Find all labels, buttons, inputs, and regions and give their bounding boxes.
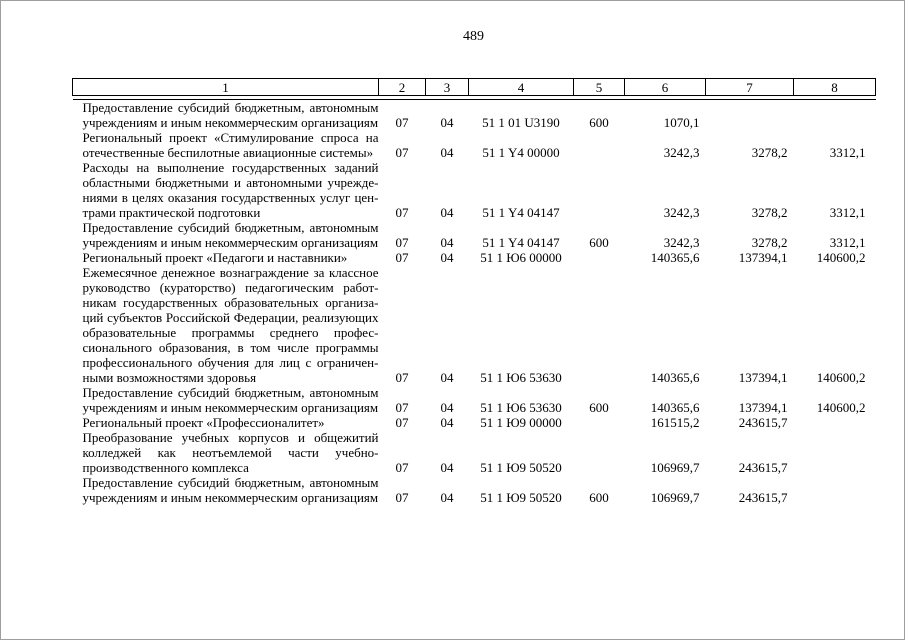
podrazdel-code: 04: [440, 370, 454, 385]
column-header-6: 6: [625, 79, 706, 96]
amount-year-2: 137394,1: [738, 370, 788, 385]
amount-year-2: 3278,2: [751, 235, 788, 250]
amount-year-3: 140600,2: [816, 400, 866, 415]
table-row: [73, 265, 876, 385]
expense-type-code: [574, 130, 625, 160]
amount-year-2: 3278,2: [751, 205, 788, 220]
target-article-code: 51 1 Y4 04147: [482, 205, 560, 220]
amount-year-1: 3242,3: [663, 235, 700, 250]
column-header-5: 5: [574, 79, 625, 96]
row-title: Расходы на выполнение государственных заданий областными бюджетными и автономными учреждениями в целях оказания государственных услуг центрами практической подготовки: [82, 160, 379, 220]
row-title: Предоставление субсидий бюджетным, автономным учреждениям и иным некоммерческим организациям: [82, 100, 379, 130]
expense-type-code: [574, 265, 625, 385]
table-row: [73, 100, 876, 131]
target-article-code: 51 1 Ю9 50520: [480, 460, 562, 475]
razdel-code: 07: [395, 235, 409, 250]
amount-year-1: 3242,3: [663, 205, 700, 220]
amount-year-1: 1070,1: [663, 115, 700, 130]
podrazdel-code: 04: [440, 235, 454, 250]
razdel-code: 07: [395, 460, 409, 475]
podrazdel-code: 04: [440, 145, 454, 160]
podrazdel-code: 04: [440, 490, 454, 505]
amount-year-3: [794, 430, 876, 475]
expense-type-code: 600: [589, 490, 609, 505]
budget-table: [72, 78, 876, 505]
row-title: Региональный проект «Профессионалитет»: [82, 415, 325, 430]
table-row: [73, 415, 876, 430]
podrazdel-code: 04: [440, 205, 454, 220]
razdel-code: 07: [395, 145, 409, 160]
expense-type-code: [574, 430, 625, 475]
column-header-1: 1: [73, 79, 379, 96]
expense-type-code: 600: [589, 115, 609, 130]
razdel-code: 07: [395, 115, 409, 130]
table-row: [73, 130, 876, 160]
page-number: 489: [463, 29, 484, 44]
table-row: [73, 220, 876, 250]
row-title: Предоставление субсидий бюджетным, автономным учреждениям и иным некоммерческим организациям: [82, 385, 379, 415]
expense-type-code: 600: [589, 400, 609, 415]
target-article-code: 51 1 Ю6 00000: [480, 250, 562, 265]
column-header-3: 3: [426, 79, 469, 96]
row-title: Предоставление субсидий бюджетным, автономным учреждениям и иным некоммерческим организациям: [82, 220, 379, 250]
column-header-7: 7: [706, 79, 794, 96]
row-title: Преобразование учебных корпусов и общежитий колледжей как неотъемлемой части учебно-производственного комплекса: [82, 430, 379, 475]
podrazdel-code: 04: [440, 460, 454, 475]
expense-type-code: 600: [589, 235, 609, 250]
target-article-code: 51 1 01 U3190: [482, 115, 560, 130]
amount-year-1: 106969,7: [650, 460, 700, 475]
podrazdel-code: 04: [440, 250, 454, 265]
amount-year-3: [794, 475, 876, 505]
row-title: Предоставление субсидий бюджетным, автономным учреждениям и иным некоммерческим организациям: [82, 475, 379, 505]
razdel-code: 07: [395, 250, 409, 265]
target-article-code: 51 1 Y4 00000: [482, 145, 560, 160]
table-header: [73, 79, 876, 100]
table-row: [73, 430, 876, 475]
target-article-code: 51 1 Ю9 00000: [480, 415, 562, 430]
amount-year-1: 140365,6: [650, 370, 700, 385]
row-title: Ежемесячное денежное вознаграждение за классное руководство (кураторство) педагогическим работникам государственных образовательных организаций субъектов Российской Федерации, реализующих образовательные программы среднего профессионального образования, в том числе программы профессионального обучения для лиц с ограниченными возможностями здоровья: [82, 265, 379, 385]
target-article-code: 51 1 Ю6 53630: [480, 370, 562, 385]
razdel-code: 07: [395, 205, 409, 220]
razdel-code: 07: [395, 490, 409, 505]
expense-type-code: [574, 160, 625, 220]
amount-year-2: [706, 100, 794, 131]
amount-year-3: 3312,1: [829, 145, 866, 160]
amount-year-1: 140365,6: [650, 250, 700, 265]
expense-type-code: [574, 250, 625, 265]
razdel-code: 07: [395, 415, 409, 430]
amount-year-2: 137394,1: [738, 250, 788, 265]
razdel-code: 07: [395, 370, 409, 385]
amount-year-3: [794, 100, 876, 131]
column-header-8: 8: [794, 79, 876, 96]
amount-year-2: 243615,7: [738, 460, 788, 475]
podrazdel-code: 04: [440, 115, 454, 130]
row-title: Региональный проект «Педагоги и наставники»: [82, 250, 348, 265]
row-title: Региональный проект «Стимулирование спроса на отечественные беспилотные авиационные системы»: [82, 130, 379, 160]
amount-year-3: 3312,1: [829, 235, 866, 250]
table-row: [73, 385, 876, 415]
column-header-4: 4: [469, 79, 574, 96]
podrazdel-code: 04: [440, 400, 454, 415]
amount-year-3: 140600,2: [816, 250, 866, 265]
podrazdel-code: 04: [440, 415, 454, 430]
amount-year-1: 106969,7: [650, 490, 700, 505]
amount-year-1: 140365,6: [650, 400, 700, 415]
amount-year-1: 3242,3: [663, 145, 700, 160]
expense-type-code: [574, 415, 625, 430]
table-body: [73, 100, 876, 506]
table-header-row: [73, 79, 876, 96]
amount-year-3: [794, 415, 876, 430]
target-article-code: 51 1 Ю6 53630: [480, 400, 562, 415]
table-row: [73, 250, 876, 265]
table-row: [73, 160, 876, 220]
amount-year-3: 3312,1: [829, 205, 866, 220]
amount-year-2: 3278,2: [751, 145, 788, 160]
amount-year-2: 243615,7: [738, 490, 788, 505]
razdel-code: 07: [395, 400, 409, 415]
amount-year-2: 243615,7: [738, 415, 788, 430]
target-article-code: 51 1 Ю9 50520: [480, 490, 562, 505]
amount-year-1: 161515,2: [650, 415, 700, 430]
table-row: [73, 475, 876, 505]
target-article-code: 51 1 Y4 04147: [482, 235, 560, 250]
amount-year-3: 140600,2: [816, 370, 866, 385]
column-header-2: 2: [379, 79, 426, 96]
amount-year-2: 137394,1: [738, 400, 788, 415]
